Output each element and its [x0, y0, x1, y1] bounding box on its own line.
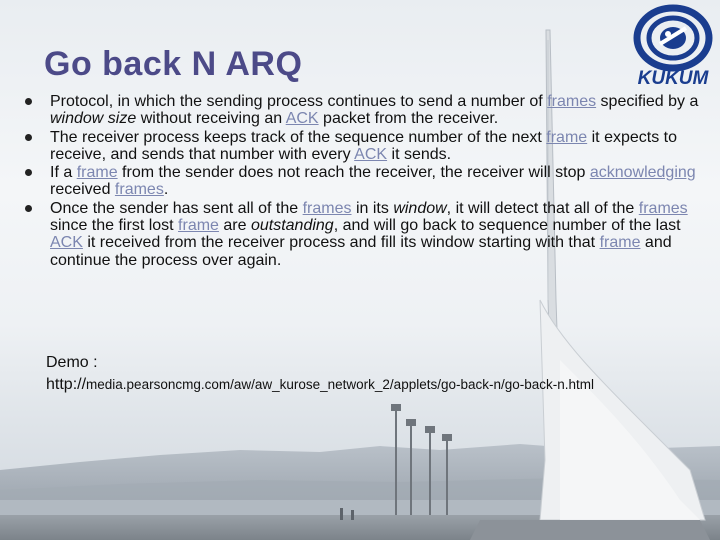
glossary-link[interactable]: ACK — [50, 234, 83, 252]
glossary-link[interactable]: frame — [178, 217, 219, 235]
bullet-text: If a — [50, 164, 77, 182]
bullet-text: since the first lost — [50, 217, 179, 235]
bullet-text: . — [163, 181, 169, 199]
glossary-link[interactable]: frame — [546, 128, 588, 146]
bullet-text: in its — [351, 199, 394, 217]
bullet-text: , it will detect that all of the — [446, 199, 639, 217]
kukum-logo-icon — [630, 4, 716, 88]
glossary-link[interactable]: ACK — [354, 145, 388, 163]
bullet-text: Once the sender has sent all of the — [50, 199, 303, 217]
bullet-text: it received from the receiver process and fill its window starting with that — [82, 234, 600, 252]
bullet-text: received — [50, 181, 115, 199]
bullet-item — [22, 200, 712, 269]
demo-url-prefix: http:// — [46, 376, 87, 393]
glossary-link[interactable]: acknowledging — [589, 164, 696, 182]
bullet-item — [22, 129, 712, 164]
bullet-item — [22, 93, 712, 128]
bullet-text: , and will go back to sequence number of the last — [333, 217, 681, 235]
bullet-text: and continue the process over again. — [50, 234, 672, 269]
demo-url-path: media.pearsoncmg.com/aw/aw_kurose_network_2/applets/go-back-n/go-back-n.html — [86, 377, 595, 392]
bullet-text: are — [218, 217, 251, 235]
demo-url-link[interactable] — [46, 374, 594, 396]
logo-wordmark: KUKUM — [637, 68, 709, 88]
bullet-text: without receiving an — [136, 110, 286, 128]
bullet-item — [22, 164, 712, 199]
bullet-text: it sends. — [387, 145, 452, 163]
bullet-text: Protocol, in which the sending process continues to send a number of — [50, 93, 548, 110]
bullet-text: specified by a — [596, 93, 699, 110]
emphasis-text: outstanding — [250, 217, 334, 235]
glossary-link[interactable]: frames — [302, 199, 352, 217]
bullet-dot-icon — [25, 169, 32, 176]
glossary-link[interactable]: frame — [599, 234, 641, 252]
glossary-link[interactable]: frames — [547, 93, 597, 110]
bullet-dot-icon — [25, 134, 32, 141]
bullet-text: packet from the receiver. — [318, 110, 499, 128]
glossary-link[interactable]: frames — [638, 199, 688, 217]
demo-label: Demo : — [46, 354, 98, 371]
emphasis-text: window size — [50, 110, 137, 128]
glossary-link[interactable]: frames — [114, 181, 164, 199]
bullet-text: from the sender does not reach the receiver, the receiver will stop — [117, 164, 590, 182]
glossary-link[interactable]: ACK — [285, 110, 319, 128]
emphasis-text: window — [393, 199, 447, 217]
bullet-list — [22, 93, 712, 270]
bullet-text: it expects to receive, and sends that number with every — [50, 128, 677, 163]
bullet-text: The receiver process keeps track of the sequence number of the next — [50, 128, 547, 146]
bullet-dot-icon — [25, 98, 32, 105]
bullet-dot-icon — [25, 205, 32, 212]
glossary-link[interactable]: frame — [76, 164, 118, 182]
slide-title: Go back N ARQ — [44, 45, 303, 83]
